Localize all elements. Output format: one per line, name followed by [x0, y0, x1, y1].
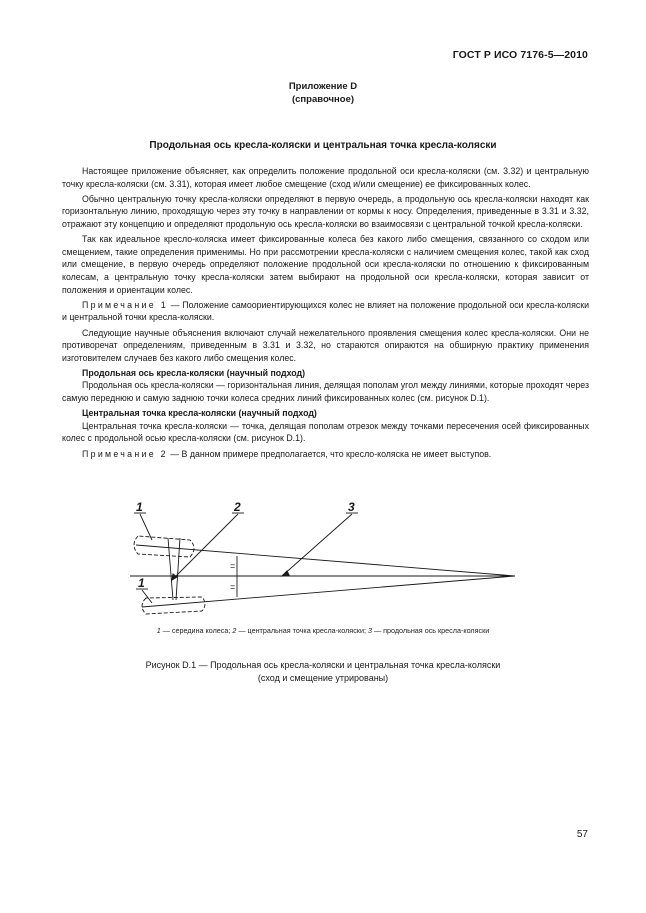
upper-wheel-line [136, 545, 515, 576]
callout-3: 3 [348, 500, 355, 514]
equal-mark-top: = [230, 561, 236, 571]
callout-1-bottom: 1 [138, 576, 145, 590]
upper-wheel [134, 536, 194, 557]
lower-wheel [142, 597, 205, 614]
note-1-label: Примечание 1 [82, 299, 169, 310]
callout-1-top: 1 [136, 500, 143, 514]
leader-2 [172, 514, 238, 580]
note-1-text: — Положение самоориентирующихся колес не влияет на положение продольной оси кресла-коляски и центральной точки кресла-коляски. [62, 299, 589, 323]
note-1 [62, 299, 589, 324]
figure-caption: Рисунок D.1 — Продольная ось кресла-коляски и центральная точка кресла-коляски [145, 660, 501, 670]
figure-legend [0, 626, 646, 635]
standard-code: ГОСТ Р ИСО 7176-5—2010 [452, 49, 588, 61]
equal-mark-bottom: = [230, 582, 236, 592]
legend-text-3: — продольная ось кресла-коляски [371, 626, 490, 635]
figure-caption-subtitle: (сход и смещение утрированы) [257, 673, 389, 683]
upper-axle-line [168, 538, 173, 600]
lower-wheel-line [142, 576, 515, 607]
paragraph-longitudinal-axis: Продольная ось кресла-коляски — горизонтальная линия, делящая пополам угол между линиями, которые проходят через самую переднюю и самую заднюю точки колеса средних линий фиксированных колес (см. рисунок D.1). [62, 380, 589, 404]
legend-text-1: — середина колеса; [160, 626, 233, 635]
paragraph-center-point: Центральная точка кресла-коляски — точка, делящая пополам отрезок между точками пересечения осей фиксированных колес с продольной осью кресла-коляски (см. рисунок D.1). [62, 420, 589, 444]
legend-key-2: 2 [232, 626, 237, 635]
page-number: 57 [576, 829, 588, 840]
arrow-head-3 [282, 571, 289, 576]
annex-title: Приложение D [288, 81, 358, 92]
legend-key-3: 3 [367, 626, 372, 635]
section-title: Продольная ось кресла-коляски и центральная точка кресла-коляски [149, 140, 497, 151]
paragraph-intro: Настоящее приложение объясняет, как определить положение продольной оси кресла-коляски (см. 3.32) и центральную точку кресла-коляски (см. 3.31), которая имеет любое смещение (сход и/или смещение) ее фиксированных колес. [62, 166, 589, 189]
callout-2: 2 [234, 500, 241, 514]
leader-3 [282, 514, 352, 576]
legend-key-1: 1 [156, 626, 161, 635]
paragraph-scientific-explanations: Следующие научные объяснения включают случай нежелательного проявления смещения колес кресла-коляски. Они не противоречат определениям, приведенным в 3.31 и 3.32, но стараются опираются на обширную практику применения изготовителем случаев без какого либо смещения колес. [62, 327, 589, 363]
note-2-label: Примечание 2 [82, 448, 168, 459]
note-2 [62, 448, 589, 461]
paragraph-definition-order: Обычно центральную точку кресла-коляски определяют в первую очередь, а продольную ось кресла-коляски находят как горизонтальную линию, проходящую через эту точку в направлении от кормы к носу. Определения, приведенные в 3.31 и 3.32, отражают эту концепцию и определяют продольную ось кресла-коляски во взаимосвязи с центральной точкой кресла-коляски. [62, 193, 589, 229]
heading-center-point: Центральная точка кресла-коляски (научный подход) [82, 408, 317, 419]
paragraph-ideal-wheelchair: Так как идеальное кресло-коляска имеет фиксированные колеса без какого либо смещения, связанного со сходом или смещением, такие определения применимы. Но при рассмотрении кресла-коляски с наличием смещения колес, такой как сход или смещение, в первую очередь определяют положение продольной оси кресла-коляски по отношению к фиксированным колесам, а центральную точку кресла-коляски затем выбирают на продольной оси кресла-коляски, которая зависит от положения и ориентации колес. [62, 234, 589, 295]
arrow-head-2 [172, 574, 177, 580]
heading-longitudinal-axis: Продольная ось кресла-коляски (научный подход) [82, 367, 306, 378]
lower-axle-line [176, 538, 180, 600]
annex-note: (справочное) [291, 94, 355, 105]
figure-d1-diagram [120, 500, 530, 620]
note-2-text: — В данном примере предполагается, что кресло-коляска не имеет выступов. [167, 448, 492, 459]
body-text [62, 165, 589, 463]
legend-text-2: — центральная точка кресла-коляски; [236, 626, 368, 635]
